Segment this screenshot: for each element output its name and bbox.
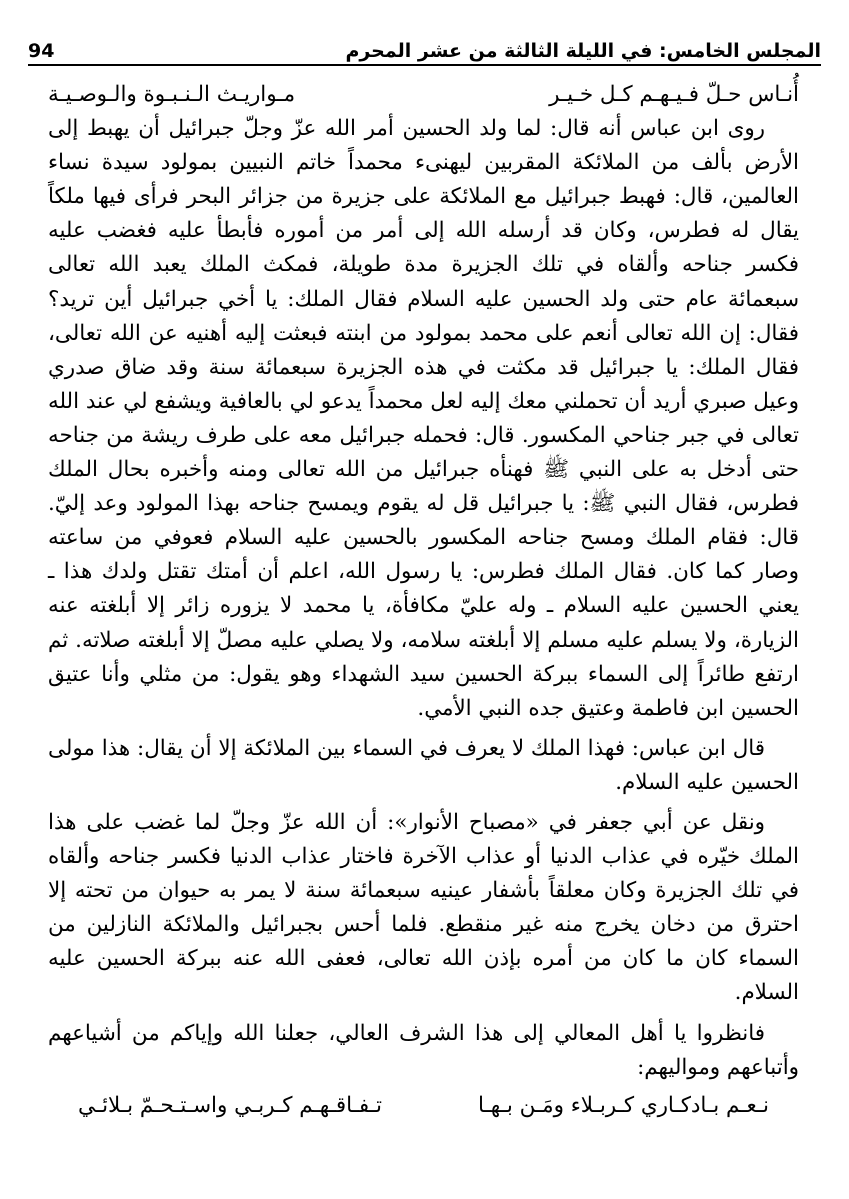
page-body xyxy=(48,72,799,1159)
verse-bottom xyxy=(48,1089,799,1123)
paragraph-ibn-abbas-narration: روى ابن عباس أنه قال: لما ولد الحسين أمر الله عزّ وجلّ جبرائيل أن يهبط إلى الأرض بألف من الملائكة المقربين ليهنىء محمداً خاتم النبيين بمولود سيدة نساء العالمين، قال: فهبط جبرائيل مع الملائكة على جزيرة من جزائر البحر فرأى فيها ملكاً يقال له فطرس، وكان قد أرسله الله إلى أمر من أموره فأبطأ عليه فغضب عليه فكسر جناحه وألقاه في تلك الجزيرة مدة طويلة، فمكث الملك يعبد الله تعالى سبعمائة عام حتى ولد الحسين عليه السلام فقال الملك: يا أخي جبرائيل أين تريد؟ فقال: إن الله تعالى أنعم على محمد بمولود من ابنته فبعثت إليه أهنيه عن الله تعالى، فقال الملك: يا جبرائيل قد مكثت في هذه الجزيرة سبعمائة سنة وقد ضاق صدري وعيل صبري أريد أن تحملني معك إليه لعل محمداً يدعو لي بالعافية ويشفع لي عند الله تعالى في جبر جناحي المكسور. قال: فحمله جبرائيل معه على طرف ريشة من جناحه حتى أدخل به على النبي ﷺ فهنأه جبرائيل من الله تعالى ومنه وأخبره بحال الملك فطرس، فقال النبي ﷺ: يا جبرائيل قل له يقوم ويمسح جناحه بهذا المولود وعد إليّ. قال: فقام الملك ومسح جناحه المكسور بالحسين عليه السلام فعوفي من ساعته وصار كما كان. فقال الملك فطرس: يا رسول الله، اعلم أن أمتك تقتل ولدك هذا ـ يعني الحسين عليه السلام ـ وله عليّ مكافأة، يا محمد لا يزوره زائر إلا أبلغته عنه الزيارة، ولا يسلم عليه مسلم إلا أبلغته سلامه، ولا يصلي عليه مصلّ إلا أبلغته صلاته. ثم ارتفع طائراً إلى السماء ببركة الحسين سيد الشهداء وهو يقول: من مثلي وأنا عتيق الحسين ابن فاطمة وعتيق جده النبي الأمي. xyxy=(48,116,799,721)
verse-first-hemistich: نـعـم بـادكـاري كـربـلاء ومَـن بـهـا xyxy=(477,1092,769,1118)
paragraph-misbah-al-anwar: ونقل عن أبي جعفر في «مصباح الأنوار»: أن الله عزّ وجلّ لما غضب على هذا الملك خيّره في عذاب الدنيا أو عذاب الآخرة فاختار عذاب الدنيا فكسر جناحه وألقاه في تلك الجزيرة وكان معلقاً بأشفار عينيه سبعمائة سنة لا يمر به حيوان من تحته إلا احترق من دخان يخرج منه غير منقطع. فلما أحس بجبرائيل والملائكة النازلين من السماء كان ما كان من أمره بإذن الله تعالى، فعفى الله عنه ببركة الحسين عليه السلام. xyxy=(48,809,799,1006)
verse-first-hemistich: أُنـاس حـلّ فـيـهـم كـل خـيـر xyxy=(549,82,799,107)
paragraph-ibn-abbas-comment: قال ابن عباس: فهذا الملك لا يعرف في السماء بين الملائكة إلا أن يقال: هذا مولى الحسين عليه السلام. xyxy=(48,735,799,795)
page-number: 94 xyxy=(28,40,55,62)
verse-second-hemistich: تـفـاقـهـم كـربـي واسـتـحـمّ بـلائـي xyxy=(78,1092,382,1118)
page-header xyxy=(28,28,821,62)
running-title: المجلس الخامس: في الليلة الثالثة من عشر المحرم xyxy=(345,40,821,62)
header-rule xyxy=(28,64,821,66)
verse-top xyxy=(48,78,799,112)
paragraph-exhortation: فانظروا يا أهل المعالي إلى هذا الشرف العالي، جعلنا الله وإياكم من أشياعهم وأتباعهم ومواليهم: xyxy=(48,1020,799,1080)
verse-second-hemistich: مـواريـث الـنـبـوة والـوصـيـة xyxy=(48,82,296,107)
